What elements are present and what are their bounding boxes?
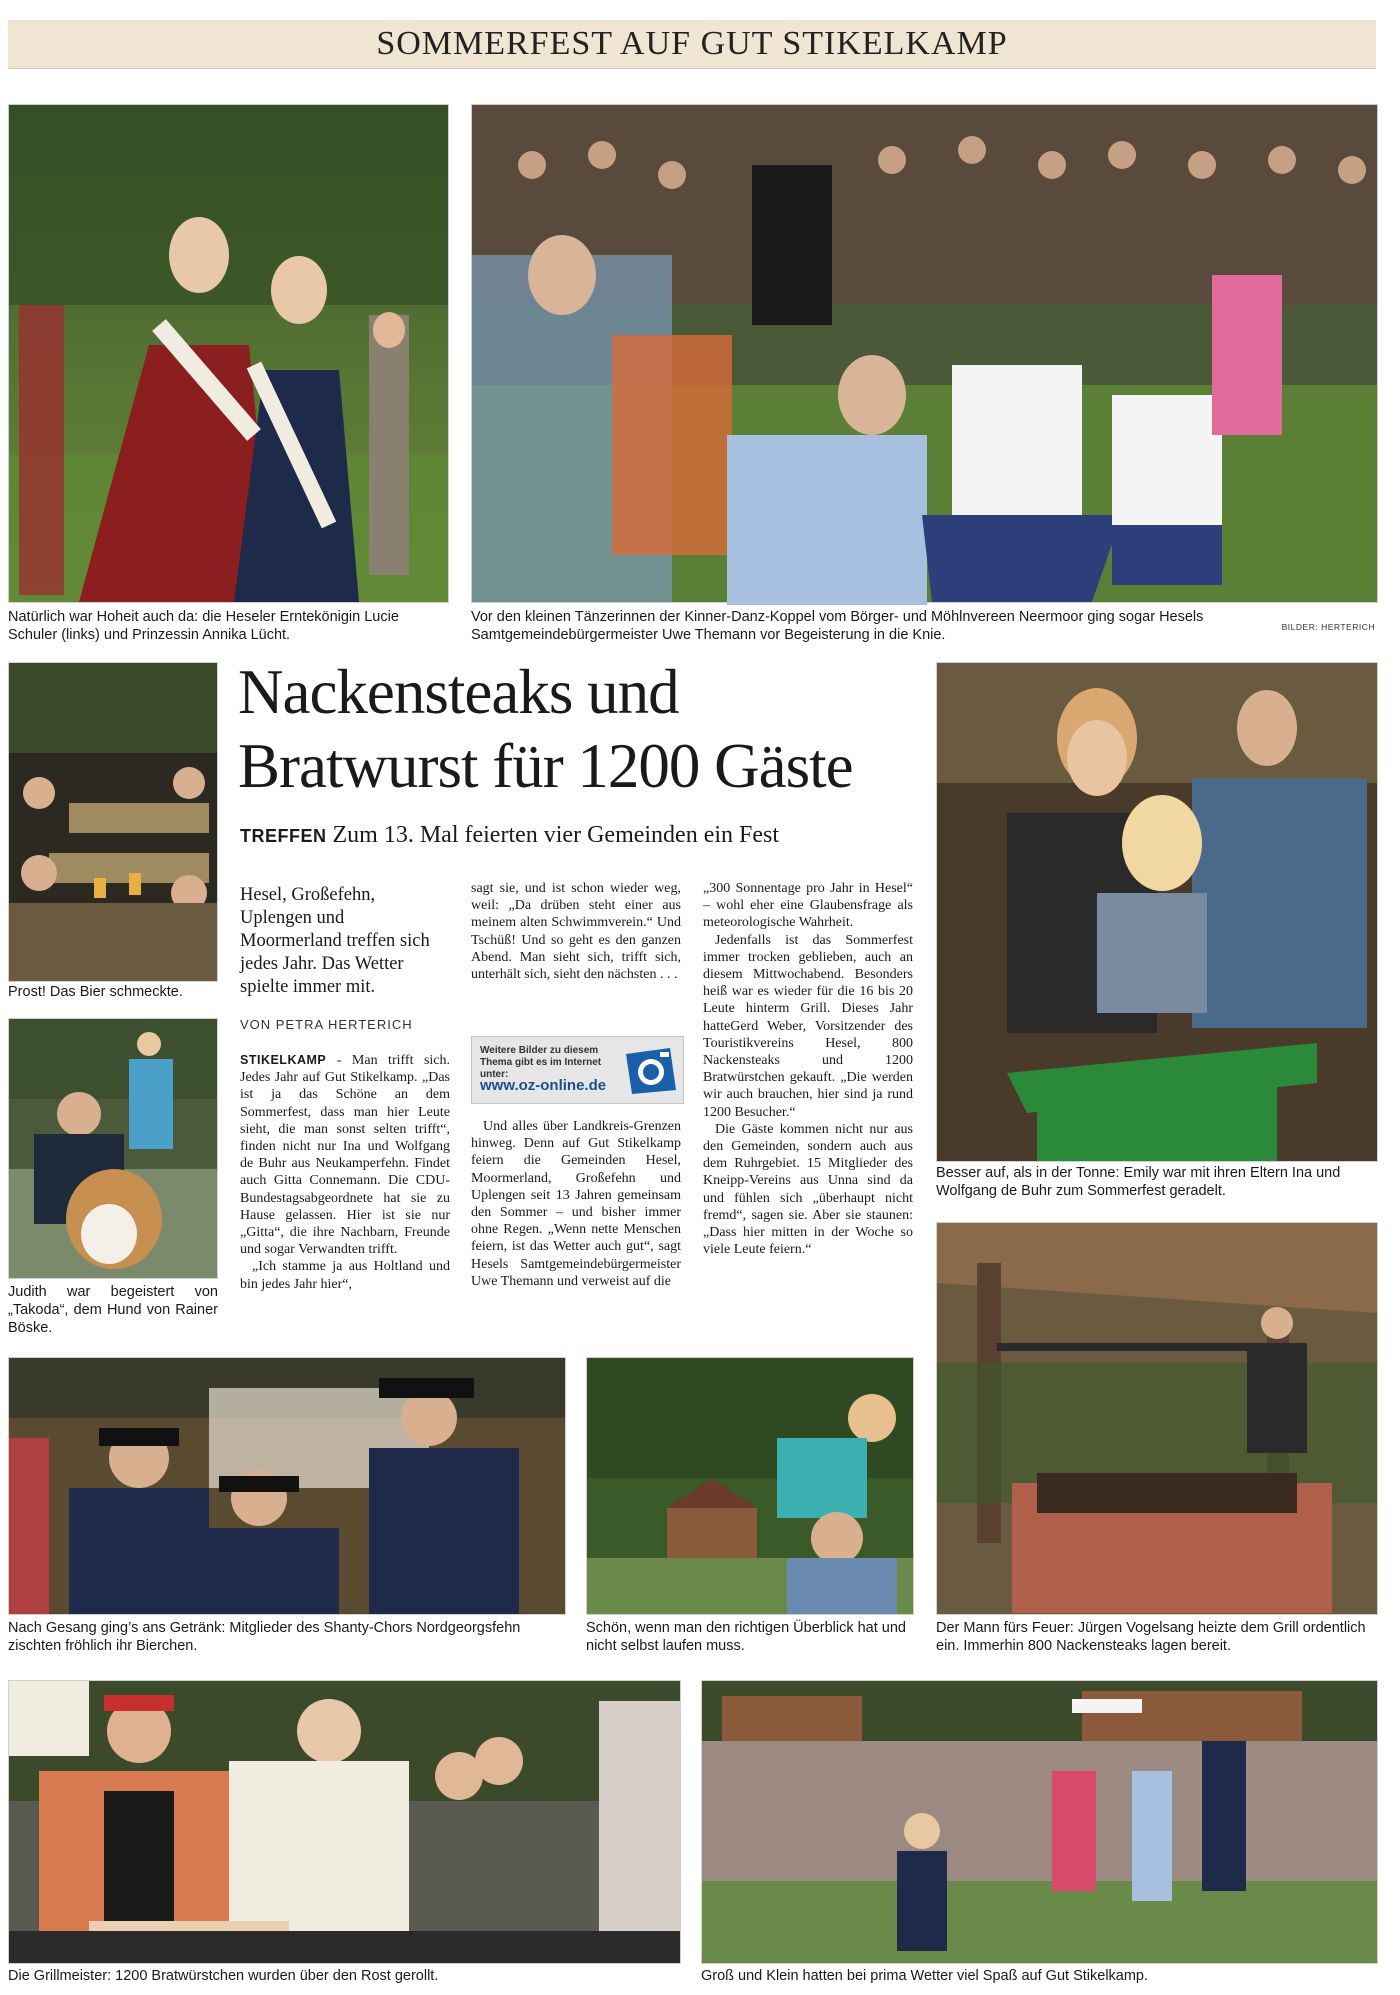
caption-grillmasters: Die Grillmeister: 1200 Bratwürstchen wurden über den Rost gerollt. xyxy=(8,1968,439,1984)
photo-grillmasters xyxy=(8,1680,681,1964)
camera-icon xyxy=(620,1044,680,1096)
lead-text: Hesel, Großefehn, Uplengen und Moormerland treffen sich jedes Jahr. Das Wetter spielte immer mit. xyxy=(240,885,430,997)
column-2 xyxy=(471,880,681,983)
caption-shoulders: Schön, wenn man den richtigen Überblick hat und nicht selbst laufen muss. xyxy=(586,1620,906,1654)
headline xyxy=(238,655,938,803)
caption-dog: Judith war begeistert von „Takoda“, dem Hund von Rainer Böske. xyxy=(8,1284,218,1336)
subhead-row xyxy=(240,822,940,849)
photo-royalty xyxy=(8,104,449,603)
web-info-text: Weitere Bilder zu diesem Thema gibt es im Internet unter: xyxy=(480,1045,602,1080)
photo-dog xyxy=(8,1018,218,1279)
photo-fire xyxy=(936,1222,1378,1615)
photo-grillmasters-image xyxy=(9,1681,680,1963)
col2-p1: sagt sie, und ist schon wieder weg, weil: „Da drüben steht einer aus meinem alten Schwimmverein.“ Und Tschüß! Und so geht es den ganzen Abend. Man sieht sich, trifft sich, unterhält sich, sieht den nächsten . . . xyxy=(471,881,681,983)
col3-p2: Jedenfalls ist das Sommerfest immer trocken geblieben, auch an diesem Mittwochabend. Besonders heiß war es wieder für die 16 bis 20 Leute hinterm Grill. Dieses Jahr hatteGerd Weber, Vorsitzender des Touristikvereins Hesel, 800 Nackensteaks und 1200 Bratwürstchen gekauft. „Die werden wir auch brauchen, hier sind ja rund 1200 Besucher.“ xyxy=(703,932,913,1120)
photo-emily xyxy=(936,662,1378,1162)
photo-dancers-image xyxy=(472,105,1377,602)
caption-fire: Der Mann fürs Feuer: Jürgen Vogelsang heizte dem Grill ordentlich ein. Immerhin 800 Nackensteaks lagen bereit. xyxy=(936,1620,1366,1654)
photo-credit: BILDER: HERTERICH xyxy=(1281,622,1375,632)
photo-beer-image xyxy=(9,663,217,981)
web-info-url[interactable]: www.oz-online.de xyxy=(480,1077,607,1094)
section-title: SOMMERFEST AUF GUT STIKELKAMP xyxy=(376,25,1008,62)
caption-emily: Besser auf, als in der Tonne: Emily war mit ihren Eltern Ina und Wolfgang de Buhr zum Sommerfest geradelt. xyxy=(936,1165,1341,1199)
photo-dog-image xyxy=(9,1019,217,1278)
dateline: STIKELKAMP xyxy=(240,1053,327,1067)
col2-p2: Und alles über Landkreis-Grenzen hinweg. Denn auf Gut Stikelkamp feiern die Gemeinden Hesel, Moormerland, Großefehn und Uplengen seit 13 Jahren gemeinsam den Sommer – und bisher immer ohne Regen. „Wenn nette Menschen feiern, ist das Wetter auch gut“, sagt Hesels Samtgemeindebürgermeister Uwe Themann und verweist auf die xyxy=(471,1119,681,1289)
photo-emily-image xyxy=(937,663,1377,1161)
photo-crowd-image xyxy=(702,1681,1377,1963)
headline-line-2: Bratwurst für 1200 Gäste xyxy=(238,731,853,801)
section-banner xyxy=(8,20,1376,69)
caption-dancers: Vor den kleinen Tänzerinnen der Kinner-Danz-Koppel vom Börger- und Möhlnvereen Neermoor ging sogar Hesels Samtgemeindebürgermeister Uwe Themann vor Begeisterung in die Knie. xyxy=(471,609,1204,643)
col3-p1: „300 Sonnentage pro Jahr in Hesel“ – wohl eher eine Glaubensfrage als meteorologische Wahrheit. xyxy=(703,881,913,931)
photo-shoulders xyxy=(586,1357,914,1615)
col1-p1: - Man trifft sich. Jedes Jahr auf Gut Stikelkamp. „Das ist ja das Schöne an dem Sommerfest, dass man hier Leute sieht, die man sonst selten trifft“, finden nicht nur Ina und Wolfgang de Buhr aus Neukamperfehn. Findet auch Gitta Connemann. Die CDU-Bundestagsabgeordnete hat sie zu Hause gelassen. Hier ist sie nur „Gitta“, die ihre Nachbarn, Freunde und sogar Verwandten trifft. xyxy=(240,1053,451,1258)
caption-royalty: Natürlich war Hoheit auch da: die Heseler Erntekönigin Lucie Schuler (links) und Prinzessin Annika Lücht. xyxy=(8,609,399,643)
column-2b xyxy=(471,1118,681,1290)
col1-p2: „Ich stamme ja aus Holtland und bin jedes Jahr hier“, xyxy=(240,1259,450,1292)
photo-shanty xyxy=(8,1357,566,1615)
col3-p3: Die Gäste kommen nicht nur aus den Gemeinden, sondern auch aus dem Ruhrgebiet. 15 Mitglieder des Kneipp-Vereins aus Unna sind da und fühlen sich „überhaupt nicht fremd“, sagen sie. Aber sie staunen: „Dass hier mitten in der Woche so viele Leute feiern.“ xyxy=(703,1121,913,1258)
headline-line-1: Nackensteaks und xyxy=(238,657,679,727)
photo-crowd xyxy=(701,1680,1378,1964)
byline: VON PETRA HERTERICH xyxy=(240,1017,413,1032)
caption-crowd: Groß und Klein hatten bei prima Wetter viel Spaß auf Gut Stikelkamp. xyxy=(701,1968,1149,1984)
photo-royalty-image xyxy=(9,105,448,602)
kicker: TREFFEN xyxy=(240,826,327,846)
photo-shanty-image xyxy=(9,1358,565,1614)
subhead: Zum 13. Mal feierten vier Gemeinden ein Fest xyxy=(332,822,780,848)
web-info-box[interactable] xyxy=(471,1036,684,1104)
photo-shoulders-image xyxy=(587,1358,913,1614)
photo-fire-image xyxy=(937,1223,1377,1614)
caption-beer: Prost! Das Bier schmeckte. xyxy=(8,984,183,1000)
caption-shanty: Nach Gesang ging’s ans Getränk: Mitglieder des Shanty-Chors Nordgeorgsfehn zischten fröhlich ihr Bierchen. xyxy=(8,1620,521,1654)
photo-beer xyxy=(8,662,218,982)
column-3 xyxy=(703,880,913,1258)
column-1 xyxy=(240,1052,450,1293)
